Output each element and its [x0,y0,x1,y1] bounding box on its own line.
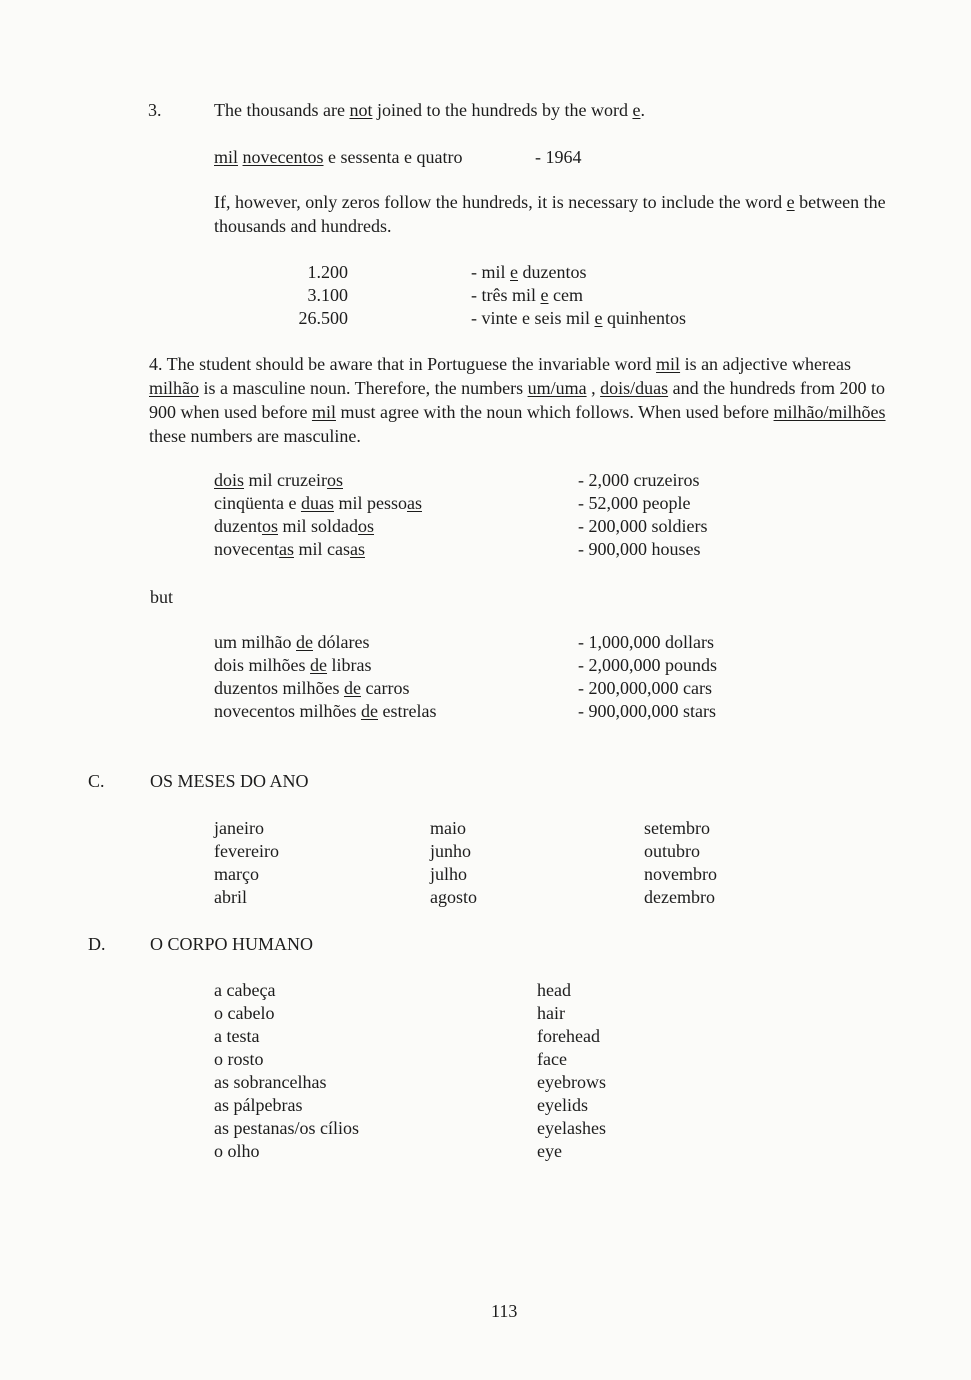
month: setembro [644,818,710,838]
million-translation: - 2,000,000 pounds [578,655,717,675]
section-d-title: O CORPO HUMANO [150,934,314,954]
million-example: um milhão de dólares [214,632,370,652]
example-number: 26.500 [298,308,348,328]
agreement-translation: - 2,000 cruzeiros [578,470,700,490]
month: maio [430,818,466,838]
month: novembro [644,864,717,884]
body-part-term: as pálpebras [214,1095,303,1115]
million-example: dois milhões de libras [214,655,372,675]
month: janeiro [214,818,264,838]
example-words: - mil e duzentos [471,262,587,282]
but-label: but [150,587,174,607]
example-number: 3.100 [307,285,348,305]
month: outubro [644,841,700,861]
month: agosto [430,887,477,907]
section-c-letter: C. [88,771,105,791]
body-part-term: o rosto [214,1049,264,1069]
example-1964-value: - 1964 [535,147,582,167]
body-part-term: a testa [214,1026,260,1046]
body-parts-portuguese [214,979,359,1163]
million-example: novecentos milhões de estrelas [214,701,437,721]
months-column-1 [214,817,279,909]
month: junho [430,841,472,861]
section-3-number: 3. [148,100,162,120]
example-words: - três mil e cem [471,285,583,305]
section-d-letter: D. [88,934,106,954]
page-number: 113 [491,1301,518,1321]
agreement-translation: - 900,000 houses [578,539,701,559]
section-3-note: If, however, only zeros follow the hundreds, it is necessary to include the word e between the thousands and hundreds. [214,192,886,236]
million-examples-english [578,631,717,723]
example-1964-words: mil novecentos e sessenta e quatro [214,147,463,167]
body-part-term: a cabeça [214,980,276,1000]
body-part-translation: eyebrows [537,1072,606,1092]
hundreds-examples-words [471,261,686,330]
hundreds-examples-numbers [278,261,348,330]
million-translation: - 200,000,000 cars [578,678,712,698]
month: abril [214,887,247,907]
agreement-translation: - 200,000 soldiers [578,516,708,536]
body-part-translation: head [537,980,571,1000]
body-part-term: o cabelo [214,1003,275,1023]
section-3-rule: The thousands are not joined to the hundreds by the word e. [214,100,645,120]
agreement-example: novecentas mil casas [214,539,365,559]
month: fevereiro [214,841,279,861]
body-part-term: as sobrancelhas [214,1072,327,1092]
months-column-2 [430,817,477,909]
body-part-translation: forehead [537,1026,600,1046]
section-c-title: OS MESES DO ANO [150,771,309,791]
body-part-translation: eyelids [537,1095,588,1115]
month: dezembro [644,887,715,907]
months-column-3 [644,817,717,909]
body-part-translation: eye [537,1141,562,1161]
agreement-example: duzentos mil soldados [214,516,375,536]
agreement-example: cinqüenta e duas mil pessoas [214,493,422,513]
body-part-term: as pestanas/os cílios [214,1118,359,1138]
million-example: duzentos milhões de carros [214,678,410,698]
body-part-translation: eyelashes [537,1118,606,1138]
agreement-examples-portuguese [214,469,422,561]
body-parts-english [537,979,606,1163]
million-translation: - 1,000,000 dollars [578,632,714,652]
body-part-translation: hair [537,1003,565,1023]
month: julho [430,864,468,884]
month: março [214,864,259,884]
body-part-term: o olho [214,1141,260,1161]
agreement-examples-english [578,469,708,561]
million-examples-portuguese [214,631,436,723]
agreement-example: dois mil cruzeiros [214,470,343,490]
example-number: 1.200 [307,262,348,282]
million-translation: - 900,000,000 stars [578,701,716,721]
example-words: - vinte e seis mil e quinhentos [471,308,686,328]
body-part-translation: face [537,1049,567,1069]
section-4-paragraph: 4. The student should be aware that in Portuguese the invariable word mil is an adjective whereas milhão is a masculine noun. Therefore, the numbers um/uma , dois/duas and the hundreds from 200 to 900 when used before mil must agree with the noun which follows. When used before milhão/milhões these numbers are masculine. [149,354,886,446]
agreement-translation: - 52,000 people [578,493,691,513]
